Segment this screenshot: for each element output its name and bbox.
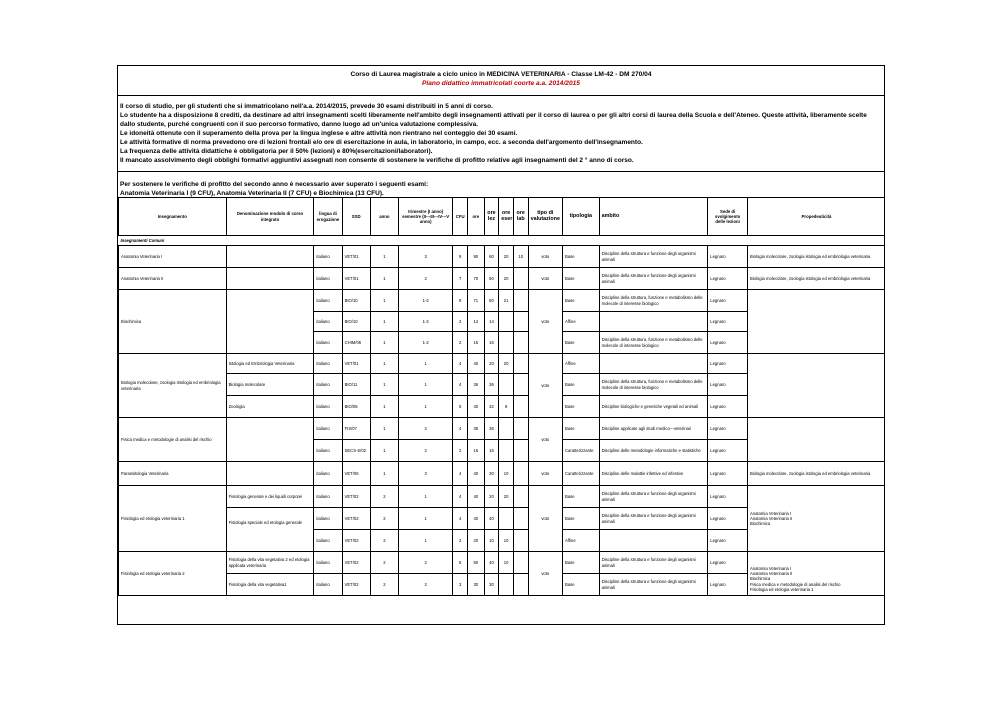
cell-trimestre: 1	[399, 354, 453, 374]
cell-cfu: 2	[453, 530, 468, 552]
cell-anno: 1	[370, 246, 398, 268]
cell-trimestre: 1	[399, 530, 453, 552]
cell-valutazione: voto	[528, 486, 562, 552]
cell-ambito	[599, 354, 708, 374]
table-row	[119, 462, 886, 486]
cell-sede: Legnaro	[708, 290, 748, 312]
courses-table	[118, 197, 885, 596]
cell-ore-eser	[499, 332, 514, 354]
cell-sede: Legnaro	[708, 574, 748, 596]
cell-ore-lez: 20	[484, 354, 499, 374]
col-header: tipo di valutazione	[528, 198, 562, 236]
cell-cfu: 2	[453, 440, 468, 462]
cell-ssd: VET/02	[342, 486, 370, 508]
cell-lingua: italiano	[314, 354, 342, 374]
cell-trimestre: 2	[399, 418, 453, 440]
cell-ore-eser: 21	[499, 290, 514, 312]
prereq-item: Fisiologia ed etologia veterinaria 1	[749, 586, 814, 592]
cell-ore-lez: 30	[484, 462, 499, 486]
cell-sede: Legnaro	[708, 508, 748, 530]
intro-line: Le attività formative di norma prevedono ore di lezioni frontali e/o ore di esercitazione in aula, in laboratorio, in campo, ecc. a seconda dell'argomento dell'insegnamento.	[120, 139, 643, 146]
cell-anno: 1	[370, 268, 398, 290]
cell-trimestre: 1	[399, 508, 453, 530]
cell-tipologia: Affine	[563, 354, 600, 374]
cell-ore-lez: 36	[484, 374, 499, 396]
cell-tipologia: Base	[563, 290, 600, 312]
cell-trimestre: 2	[399, 440, 453, 462]
cell-modulo	[226, 246, 314, 268]
cell-trimestre: 1	[399, 374, 453, 396]
cell-ore: 71	[467, 290, 484, 312]
cell-modulo	[226, 268, 314, 290]
cell-tipologia: Base	[563, 552, 600, 574]
prereq-item: Anatomia Veterinaria I	[749, 510, 792, 516]
cell-sede: Legnaro	[708, 354, 748, 374]
cell-ore-eser: 10	[499, 530, 514, 552]
cell-anno: 2	[370, 552, 398, 574]
cell-anno: 1	[370, 354, 398, 374]
cell-ore: 90	[467, 246, 484, 268]
prerequisites-block	[118, 172, 884, 197]
cell-ssd: VET/06	[342, 462, 370, 486]
col-header: Propedeuticità	[747, 198, 885, 236]
prereq-item: Biochimica	[749, 576, 771, 582]
prereq-line: Per sostenere le verifiche di profitto del secondo anno è necessario aver superato i seguenti esami:	[120, 181, 429, 188]
cell-ore-lez: 14	[484, 312, 499, 332]
intro-line: Le idoneità ottenute con il superamento della prova per la lingua inglese e altre attività non rientrano nel conteggio dei 30 esami.	[120, 130, 518, 137]
cell-ore-lez: 40	[484, 552, 499, 574]
cell-ore-lez: 10	[484, 530, 499, 552]
cell-ambito: Discipline biologiche e genetiche vegetali ed animali	[599, 396, 708, 418]
cell-lingua: italiano	[314, 440, 342, 462]
cell-valutazione: voto	[528, 552, 562, 596]
cell-modulo: Fisiologia della vita vegetativa1	[226, 574, 314, 596]
cell-trimestre: 1-2	[399, 312, 453, 332]
cell-ambito: Discipline delle metodologie informatiche e statistiche	[599, 440, 708, 462]
cell-ore-eser: 20	[499, 246, 514, 268]
cell-lingua: italiano	[314, 552, 342, 574]
cell-ssd: VET/02	[342, 508, 370, 530]
cell-ore: 30	[467, 574, 484, 596]
cell-tipologia: Affine	[563, 312, 600, 332]
cell-ore: 40	[467, 508, 484, 530]
col-header: ore	[467, 198, 484, 236]
cell-ambito: Discipline della struttura e funzione degli organismi animali	[599, 574, 708, 596]
cell-trimestre: 2	[399, 574, 453, 596]
prereq-item: Anatomia Veterinaria II	[749, 571, 793, 577]
col-header: Sede di svolgimento delle lezioni	[708, 198, 748, 236]
cell-ore-eser: 20	[499, 268, 514, 290]
cell-sede: Legnaro	[708, 268, 748, 290]
cell-ore-eser	[499, 574, 514, 596]
col-header: ambito	[599, 198, 708, 236]
cell-ssd: VET/02	[342, 552, 370, 574]
cell-cfu: 4	[453, 354, 468, 374]
cell-tipologia: Base	[563, 246, 600, 268]
cell-ore: 70	[467, 268, 484, 290]
cell-sede: Legnaro	[708, 530, 748, 552]
cell-insegnamento: Parassitologia Veterinaria	[119, 462, 227, 486]
cell-modulo	[226, 290, 314, 354]
document-title: Corso di Laurea magistrale a ciclo unico in MEDICINA VETERINARIA - Classe LM-42 - DM 270/04	[350, 71, 652, 78]
col-header: lingua di erogazione	[314, 198, 342, 236]
cell-trimestre: 2	[399, 552, 453, 574]
cell-sede: Legnaro	[708, 332, 748, 354]
cell-trimestre: 3	[399, 246, 453, 268]
cell-ore-lab	[513, 552, 528, 574]
cell-anno: 1	[370, 396, 398, 418]
cell-ore: 40	[467, 354, 484, 374]
prereq-item: Biochimica	[749, 521, 771, 527]
cell-cfu: 4	[453, 374, 468, 396]
cell-sede: Legnaro	[708, 440, 748, 462]
cell-ore-eser	[499, 374, 514, 396]
cell-ssd: VET/02	[342, 574, 370, 596]
cell-ore-lab	[513, 396, 528, 418]
cell-ore-eser: 20	[499, 486, 514, 508]
cell-ore: 14	[467, 312, 484, 332]
col-header: SSD	[342, 198, 370, 236]
cell-ore-lab	[513, 574, 528, 596]
cell-ore-eser: 10	[499, 462, 514, 486]
intro-line: Il corso di studio, per gli studenti che si immatricolano nell'a.a. 2014/2015, prevede 30 esami distribuiti in 5 anni di corso.	[120, 103, 493, 110]
cell-ore: 50	[467, 552, 484, 574]
cell-anno: 2	[370, 574, 398, 596]
prereq-line: Anatomia Veterinaria I (9 CFU), Anatomia Veterinaria II (7 CFU) e Biochimica (13 CFU).	[120, 190, 384, 197]
cell-sede: Legnaro	[708, 246, 748, 268]
cell-ore-eser	[499, 312, 514, 332]
cell-ambito: Discipline applicate agli studi medico---veterinari	[599, 418, 708, 440]
cell-ambito: Discipline della struttura e funzione degli organismi animali	[599, 268, 708, 290]
cell-ore-lez: 20	[484, 486, 499, 508]
col-header: trimestre (I anno) semestre (II---III---IV---V anno)	[399, 198, 453, 236]
cell-sede: Legnaro	[708, 552, 748, 574]
cell-ore: 36	[467, 418, 484, 440]
cell-ambito: Discipline della struttura e funzione degli organismi animali	[599, 552, 708, 574]
cell-ssd: BIO/05	[342, 396, 370, 418]
cell-ore: 36	[467, 374, 484, 396]
cell-cfu: 3	[453, 574, 468, 596]
cell-valutazione: voto	[528, 462, 562, 486]
cell-modulo: Fisiologia della vita vegetativa 2 ed etologia applicata veterinaria	[226, 552, 314, 574]
cell-lingua: italiano	[314, 508, 342, 530]
cell-propedeuticita: Biologia molecolare, zoologia istologia ed embriologia veterinaria	[747, 246, 885, 268]
cell-cfu: 5	[453, 552, 468, 574]
section-row	[119, 236, 886, 246]
cell-trimestre: 1	[399, 486, 453, 508]
cell-ssd: FIS/07	[342, 418, 370, 440]
cell-ore-lab	[513, 354, 528, 374]
cell-ore-eser: 10	[499, 552, 514, 574]
col-header: anno	[370, 198, 398, 236]
cell-ambito: Discipline della struttura e funzione degli organismi animali	[599, 486, 708, 508]
cell-insegnamento: Biochimica	[119, 290, 227, 354]
cell-lingua: italiano	[314, 462, 342, 486]
cell-anno: 1	[370, 332, 398, 354]
cell-sede: Legnaro	[708, 396, 748, 418]
cell-propedeuticita	[747, 486, 885, 552]
cell-trimestre: 3	[399, 462, 453, 486]
prereq-item: Anatomia Veterinaria I	[749, 566, 792, 571]
cell-ore: 16	[467, 440, 484, 462]
cell-modulo	[226, 462, 314, 486]
cell-cfu: 5	[453, 396, 468, 418]
col-header: Denominazione modulo di corso integrato	[226, 198, 314, 236]
cell-lingua: italiano	[314, 268, 342, 290]
cell-anno: 1	[370, 290, 398, 312]
cell-cfu: 2	[453, 312, 468, 332]
cell-ore-eser	[499, 508, 514, 530]
cell-ore: 16	[467, 332, 484, 354]
cell-anno: 1	[370, 374, 398, 396]
cell-anno: 2	[370, 530, 398, 552]
cell-ambito: Discipline della struttura e funzione degli organismi animali	[599, 508, 708, 530]
cell-valutazione: voto	[528, 418, 562, 462]
cell-cfu: 2	[453, 332, 468, 354]
table-row	[119, 486, 886, 508]
cell-ambito: Discipline della struttura, funzione e metabolismo delle molecole di interesse biologico	[599, 332, 708, 354]
prereq-item: Anatomia Veterinaria II	[749, 515, 793, 521]
cell-cfu: 9	[453, 290, 468, 312]
cell-ore-lab	[513, 268, 528, 290]
cell-trimestre: 1-2	[399, 290, 453, 312]
intro-block	[118, 96, 884, 172]
col-header: ore eser	[499, 198, 514, 236]
cell-propedeuticita	[747, 290, 885, 354]
cell-tipologia: Base	[563, 374, 600, 396]
cell-ambito	[599, 312, 708, 332]
table-row	[119, 246, 886, 268]
cell-lingua: italiano	[314, 486, 342, 508]
cell-anno: 2	[370, 486, 398, 508]
cell-sede: Legnaro	[708, 462, 748, 486]
cell-ambito	[599, 530, 708, 552]
cell-insegnamento: Biologia molecolare, zoologia istologia ed embriologia veterinaria	[119, 354, 227, 418]
col-header: ore lez	[484, 198, 499, 236]
cell-valutazione: voto	[528, 268, 562, 290]
cell-sede: Legnaro	[708, 486, 748, 508]
table-header-row	[119, 198, 886, 236]
cell-cfu: 4	[453, 462, 468, 486]
cell-ore-eser: 20	[499, 354, 514, 374]
cell-ssd: VET/02	[342, 530, 370, 552]
col-header: tipologia	[563, 198, 600, 236]
cell-modulo: Fisiologia speciale ed etologia generale	[226, 508, 314, 552]
cell-insegnamento: Fisiologia ed etologia veterinaria 1	[119, 486, 227, 552]
cell-ore-lab	[513, 332, 528, 354]
cell-sede: Legnaro	[708, 312, 748, 332]
cell-lingua: italiano	[314, 312, 342, 332]
cell-sede: Legnaro	[708, 418, 748, 440]
cell-cfu: 4	[453, 508, 468, 530]
cell-tipologia: Base	[563, 418, 600, 440]
cell-ore-lez: 32	[484, 396, 499, 418]
cell-cfu: 4	[453, 418, 468, 440]
cell-tipologia: Caratterizzante	[563, 462, 600, 486]
cell-insegnamento: Anatomia Veterinaria II	[119, 268, 227, 290]
cell-anno: 1	[370, 440, 398, 462]
intro-line: La frequenza delle attività didattiche è obbligatoria per il 50% (lezioni) e 80%(esercitazioni/laboratori).	[120, 148, 433, 155]
cell-tipologia: Affine	[563, 530, 600, 552]
cell-ore-lez: 16	[484, 440, 499, 462]
cell-sede: Legnaro	[708, 374, 748, 396]
cell-ssd: CHIM/06	[342, 332, 370, 354]
table-row	[119, 268, 886, 290]
cell-ore-lab	[513, 312, 528, 332]
cell-ambito: Discipline della struttura, funzione e metabolismo delle molecole di interesse biologico	[599, 290, 708, 312]
cell-ore: 40	[467, 396, 484, 418]
cell-tipologia: Base	[563, 486, 600, 508]
cell-ore-lab	[513, 290, 528, 312]
cell-ssd: BIO/10	[342, 312, 370, 332]
table-row	[119, 290, 886, 312]
cell-trimestre: 1	[399, 396, 453, 418]
cell-cfu: 7	[453, 268, 468, 290]
cell-modulo: Biologia molecolare	[226, 374, 314, 396]
cell-lingua: italiano	[314, 290, 342, 312]
cell-ssd: VET/01	[342, 354, 370, 374]
cell-ssd: VET/01	[342, 246, 370, 268]
cell-insegnamento: Anatomia Veterinaria I	[119, 246, 227, 268]
cell-lingua: italiano	[314, 332, 342, 354]
col-header: CFU	[453, 198, 468, 236]
cell-ore-lez: 60	[484, 246, 499, 268]
intro-line: Il mancato assolvimento degli obblighi formativi aggiuntivi assegnati non consente di sostenere le verifiche di profitto relative agli insegnamenti del 2 ° anno di corso.	[120, 157, 634, 164]
cell-lingua: italiano	[314, 574, 342, 596]
cell-valutazione: voto	[528, 354, 562, 418]
cell-anno: 1	[370, 462, 398, 486]
table-row	[119, 552, 886, 574]
cell-valutazione: voto	[528, 290, 562, 354]
table-row	[119, 354, 886, 374]
cell-ore-lez: 40	[484, 508, 499, 530]
cell-ore: 40	[467, 486, 484, 508]
col-header: Insegnamento	[119, 198, 227, 236]
cell-insegnamento: Fisiologia ed etologia veterinaria 2	[119, 552, 227, 596]
cell-tipologia: Base	[563, 396, 600, 418]
cell-ore-lab	[513, 508, 528, 530]
cell-ore-lab	[513, 440, 528, 462]
cell-lingua: italiano	[314, 396, 342, 418]
cell-ssd: BIO/11	[342, 374, 370, 396]
cell-ambito: Discipline delle malattie infettive ed infestive	[599, 462, 708, 486]
cell-lingua: italiano	[314, 246, 342, 268]
cell-ore-lab	[513, 374, 528, 396]
cell-ore-lez: 50	[484, 290, 499, 312]
cell-modulo: Istologia ed Embriologia Veterinaria	[226, 354, 314, 374]
cell-ore-lab	[513, 418, 528, 440]
cell-lingua: italiano	[314, 530, 342, 552]
cell-tipologia: Caratterizzante	[563, 440, 600, 462]
cell-ambito: Discipline della struttura e funzione degli organismi animali	[599, 246, 708, 268]
cell-ore-eser	[499, 418, 514, 440]
cell-ore-lez: 30	[484, 574, 499, 596]
cell-ore-lab: 10	[513, 246, 528, 268]
intro-line: Lo studente ha a disposizione 8 crediti, da destinare ad altri insegnamenti scelti liberamente nell'ambito degli insegnamenti attivati per il corso di laurea o per gli altri corsi di laurea della Scuola e dell'Ateneo. Queste attività, liberamente scelte dallo studente, purché congruenti con il suo percorso formativo, danno luogo ad un'unica valutazione complessiva.	[120, 112, 867, 128]
cell-propedeuticita	[747, 354, 885, 418]
cell-ssd: VET/01	[342, 268, 370, 290]
cell-ore: 40	[467, 462, 484, 486]
cell-ore-lez: 50	[484, 268, 499, 290]
cell-ssd: SECS-S/02	[342, 440, 370, 462]
cell-propedeuticita	[747, 552, 885, 596]
cell-cfu: 4	[453, 486, 468, 508]
cell-anno: 1	[370, 312, 398, 332]
cell-propedeuticita: Biologia molecolare, zoologia istologia ed embriologia veterinaria	[747, 462, 885, 486]
cell-trimestre: 1-2	[399, 332, 453, 354]
cell-ore-lez: 16	[484, 332, 499, 354]
cell-ore-eser: 8	[499, 396, 514, 418]
cell-modulo: Fisiologia generale e dei liquidi corporei	[226, 486, 314, 508]
cell-lingua: italiano	[314, 374, 342, 396]
cell-cfu: 9	[453, 246, 468, 268]
document-header	[118, 66, 884, 96]
section-label: Insegnamenti Comuni	[119, 236, 886, 246]
cell-ore-lez: 36	[484, 418, 499, 440]
cell-ssd: BIO/10	[342, 290, 370, 312]
cell-lingua: italiano	[314, 418, 342, 440]
cell-ore-lab	[513, 486, 528, 508]
col-header: ore lab	[513, 198, 528, 236]
cell-propedeuticita	[747, 418, 885, 462]
cell-ore: 20	[467, 530, 484, 552]
cell-valutazione: voto	[528, 246, 562, 268]
cell-ore-lab	[513, 530, 528, 552]
cell-ore-eser	[499, 440, 514, 462]
cell-anno: 1	[370, 418, 398, 440]
cell-ore-lab	[513, 462, 528, 486]
cell-tipologia: Base	[563, 508, 600, 530]
cell-anno: 2	[370, 508, 398, 530]
cell-propedeuticita: Biologia molecolare, zoologia istologia ed embriologia veterinaria	[747, 268, 885, 290]
cell-modulo	[226, 418, 314, 462]
cell-modulo: Zoologia	[226, 396, 314, 418]
cell-ambito: Discipline della struttura, funzione e metabolismo delle molecole di interesse biologico	[599, 374, 708, 396]
document-subtitle: Piano didattico immatricolati coorte a.a. 2014/2015	[422, 79, 580, 87]
cell-tipologia: Base	[563, 268, 600, 290]
document-frame	[117, 65, 885, 625]
prereq-item: Fisica medica e metodologie di analisi del rischio	[749, 581, 841, 587]
table-row	[119, 418, 886, 440]
cell-trimestre: 2	[399, 268, 453, 290]
cell-insegnamento: Fisica medica e metodologie di analisi del rischio	[119, 418, 227, 462]
cell-tipologia: Base	[563, 574, 600, 596]
cell-tipologia: Base	[563, 332, 600, 354]
